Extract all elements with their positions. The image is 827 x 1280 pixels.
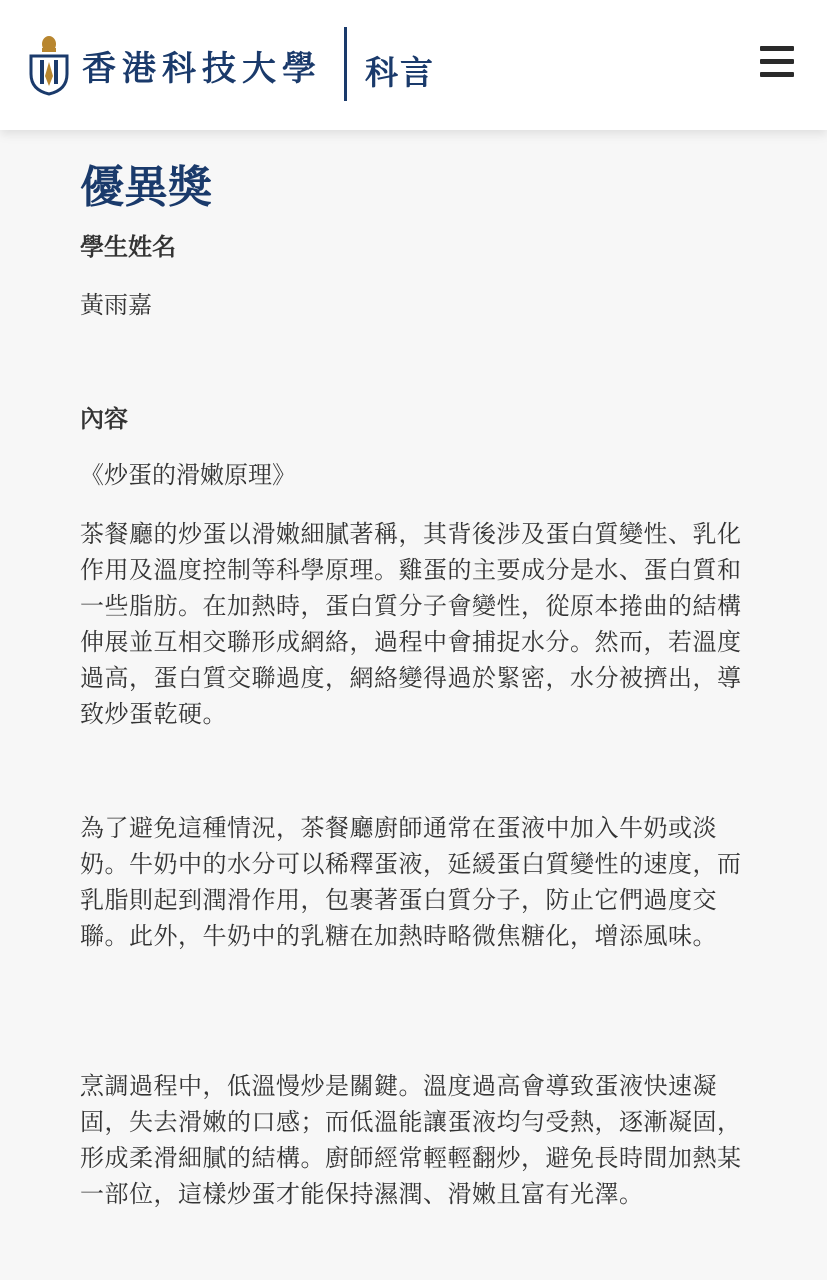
hkust-logo-icon[interactable] <box>28 34 70 96</box>
content-label: 內容 <box>80 405 128 433</box>
article-paragraph: 茶餐廳的炒蛋以滑嫩細膩著稱，其背後涉及蛋白質變性、乳化作用及溫度控制等科學原理。雞蛋的主要成分是水、蛋白質和一些脂肪。在加熱時，蛋白質分子會變性，從原本捲曲的結構伸展並互相交聯形成網絡，過程中會捕捉水分。然而，若溫度過高，蛋白質交聯過度，網絡變得過於緊密，水分被擠出，導致炒蛋乾硬。 <box>80 520 742 728</box>
article-paragraph: 為了避免這種情況，茶餐廳廚師通常在蛋液中加入牛奶或淡奶。牛奶中的水分可以稀釋蛋液，延緩蛋白質變性的速度，而乳脂則起到潤滑作用，包裹著蛋白質分子，防止它們過度交聯。此外，牛奶中的乳糖在加熱時略微焦糖化，增添風味。 <box>80 814 742 950</box>
student-name-label: 學生姓名 <box>80 233 176 261</box>
article-title: 《炒蛋的滑嫩原理》 <box>80 461 296 489</box>
student-name: 黃雨嘉 <box>80 291 152 319</box>
award-title: 優異獎 <box>80 162 212 213</box>
article-paragraph: 烹調過程中，低溫慢炒是關鍵。溫度過高會導致蛋液快速凝固，失去滑嫩的口感；而低溫能讓蛋液均勻受熱，逐漸凝固，形成柔滑細膩的結構。廚師經常輕輕翻炒，避免長時間加熱某一部位，這樣炒蛋才能保持濕潤、滑嫩且富有光澤。 <box>80 1072 742 1208</box>
site-header <box>0 0 827 130</box>
university-name[interactable]: 香港科技大學 <box>82 49 322 89</box>
header-divider <box>344 27 347 101</box>
hamburger-menu-icon[interactable] <box>760 44 796 80</box>
section-name[interactable]: 科言 <box>365 53 435 92</box>
